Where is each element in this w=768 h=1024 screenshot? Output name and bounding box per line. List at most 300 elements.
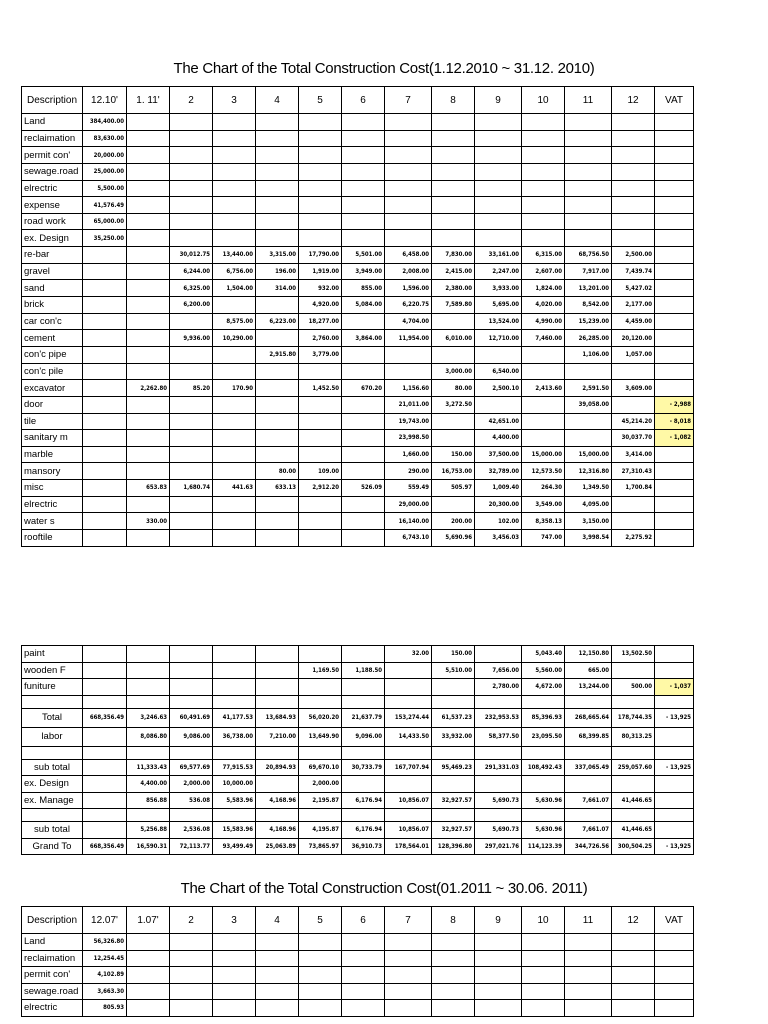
table-row (22, 247, 694, 264)
amount-cell (612, 746, 655, 759)
amount-cell (127, 396, 170, 413)
amount-cell: 12,573.50 (522, 463, 565, 480)
amount-cell (565, 950, 612, 967)
amount-cell (432, 809, 475, 822)
table-row (22, 330, 694, 347)
amount-cell: 3,609.00 (612, 380, 655, 397)
table-row (22, 130, 694, 147)
amount-cell: 291,331.03 (475, 759, 522, 776)
amount-cell (127, 313, 170, 330)
vat-cell (655, 180, 694, 197)
column-header: 11 (565, 907, 612, 934)
amount-cell (612, 950, 655, 967)
vat-cell (655, 480, 694, 497)
amount-cell (475, 776, 522, 793)
amount-cell (565, 363, 612, 380)
amount-cell (522, 776, 565, 793)
amount-cell: 3,864.00 (342, 330, 385, 347)
amount-cell (342, 496, 385, 513)
amount-cell: 384,400.00 (83, 114, 127, 131)
amount-cell (83, 346, 127, 363)
amount-cell (127, 446, 170, 463)
vat-cell (655, 313, 694, 330)
amount-cell: 12,150.80 (565, 646, 612, 663)
amount-cell (342, 513, 385, 530)
amount-cell: 77,915.53 (213, 759, 256, 776)
table-row (22, 809, 694, 822)
amount-cell: 3,549.00 (522, 496, 565, 513)
amount-cell: 4,672.00 (522, 679, 565, 696)
amount-cell (256, 746, 299, 759)
amount-cell: 290.00 (385, 463, 432, 480)
amount-cell (432, 346, 475, 363)
amount-cell (612, 695, 655, 708)
amount-cell: 856.88 (127, 792, 170, 809)
amount-cell (432, 163, 475, 180)
amount-cell (83, 809, 127, 822)
amount-cell (213, 430, 256, 447)
amount-cell: 2,780.00 (475, 679, 522, 696)
amount-cell: 8,086.80 (127, 727, 170, 746)
row-label: mansory (22, 463, 83, 480)
table3-title: The Chart of the Total Construction Cost(01.2011 ~ 30.06. 2011) (180, 880, 588, 897)
amount-cell (127, 114, 170, 131)
amount-cell: 4,400.00 (475, 430, 522, 447)
amount-cell: 6,540.00 (475, 363, 522, 380)
vat-cell (655, 646, 694, 663)
amount-cell: 1,596.00 (385, 280, 432, 297)
amount-cell: 73,865.97 (299, 838, 342, 855)
amount-cell: 259,057.60 (612, 759, 655, 776)
amount-cell (127, 430, 170, 447)
column-header: 12.07' (83, 907, 127, 934)
amount-cell (475, 163, 522, 180)
vat-cell (655, 695, 694, 708)
table-row (22, 163, 694, 180)
amount-cell: 15,000.00 (565, 446, 612, 463)
amount-cell (475, 950, 522, 967)
amount-cell: 4,168.96 (256, 822, 299, 839)
amount-cell: 10,000.00 (213, 776, 256, 793)
amount-cell (170, 983, 213, 1000)
amount-cell: 5,690.73 (475, 822, 522, 839)
row-label: tile (22, 413, 83, 430)
vat-cell (655, 280, 694, 297)
amount-cell: 19,743.00 (385, 413, 432, 430)
amount-cell (256, 446, 299, 463)
amount-cell: 6,244.00 (170, 263, 213, 280)
vat-cell (655, 213, 694, 230)
vat-cell (655, 297, 694, 314)
table-row (22, 822, 694, 839)
amount-cell (299, 197, 342, 214)
amount-cell (170, 746, 213, 759)
amount-cell (565, 934, 612, 951)
amount-cell: 5,501.00 (342, 247, 385, 264)
amount-cell: 2,760.00 (299, 330, 342, 347)
amount-cell (256, 809, 299, 822)
amount-cell (256, 330, 299, 347)
amount-cell (565, 967, 612, 984)
amount-cell: 95,469.23 (432, 759, 475, 776)
amount-cell (127, 967, 170, 984)
amount-cell: 80,313.25 (612, 727, 655, 746)
amount-cell (127, 662, 170, 679)
amount-cell (475, 230, 522, 247)
amount-cell: 4,459.00 (612, 313, 655, 330)
amount-cell (299, 163, 342, 180)
table-row (22, 792, 694, 809)
amount-cell: 330.00 (127, 513, 170, 530)
amount-cell: 9,096.00 (342, 727, 385, 746)
amount-cell: 7,439.74 (612, 263, 655, 280)
vat-cell (655, 934, 694, 951)
vat-cell (655, 463, 694, 480)
amount-cell (256, 413, 299, 430)
amount-cell (127, 280, 170, 297)
amount-cell (342, 646, 385, 663)
amount-cell (83, 380, 127, 397)
amount-cell (256, 363, 299, 380)
amount-cell (299, 496, 342, 513)
amount-cell: 12,316.80 (565, 463, 612, 480)
row-label: sanitary m (22, 430, 83, 447)
amount-cell: 80.00 (256, 463, 299, 480)
amount-cell (385, 746, 432, 759)
vat-cell (655, 822, 694, 839)
amount-cell: 33,161.00 (475, 247, 522, 264)
amount-cell (385, 346, 432, 363)
vat-cell: - 13,925 (655, 838, 694, 855)
amount-cell: 13,244.00 (565, 679, 612, 696)
vat-cell (655, 197, 694, 214)
amount-cell (342, 950, 385, 967)
amount-cell (213, 197, 256, 214)
amount-cell: 128,396.80 (432, 838, 475, 855)
row-label: gravel (22, 263, 83, 280)
vat-cell: - 1,037 (655, 679, 694, 696)
column-header: 4 (256, 907, 299, 934)
amount-cell: 36,910.73 (342, 838, 385, 855)
amount-cell (213, 363, 256, 380)
amount-cell (299, 1000, 342, 1017)
amount-cell (170, 213, 213, 230)
amount-cell (127, 197, 170, 214)
amount-cell (83, 247, 127, 264)
amount-cell (522, 430, 565, 447)
amount-cell: 633.13 (256, 480, 299, 497)
amount-cell: 3,663.30 (83, 983, 127, 1000)
amount-cell (432, 679, 475, 696)
amount-cell: 16,753.00 (432, 463, 475, 480)
amount-cell (299, 130, 342, 147)
amount-cell (213, 530, 256, 547)
amount-cell (522, 363, 565, 380)
amount-cell (256, 950, 299, 967)
amount-cell: 23,095.50 (522, 727, 565, 746)
amount-cell (213, 679, 256, 696)
row-label: cement (22, 330, 83, 347)
vat-cell (655, 363, 694, 380)
amount-cell (385, 967, 432, 984)
amount-cell (475, 967, 522, 984)
amount-cell: 32,927.57 (432, 792, 475, 809)
amount-cell (385, 934, 432, 951)
amount-cell (170, 430, 213, 447)
amount-cell (127, 213, 170, 230)
amount-cell: 6,756.00 (213, 263, 256, 280)
amount-cell: 23,998.50 (385, 430, 432, 447)
amount-cell: 7,830.00 (432, 247, 475, 264)
amount-cell (256, 297, 299, 314)
column-header: 9 (475, 907, 522, 934)
amount-cell (127, 695, 170, 708)
amount-cell: 30,037.70 (612, 430, 655, 447)
amount-cell: 4,095.00 (565, 496, 612, 513)
table-row (22, 983, 694, 1000)
amount-cell: 11,954.00 (385, 330, 432, 347)
amount-cell: 2,500.00 (612, 247, 655, 264)
amount-cell (83, 363, 127, 380)
amount-cell (612, 1000, 655, 1017)
amount-cell (83, 530, 127, 547)
amount-cell (170, 130, 213, 147)
amount-cell: 1,156.60 (385, 380, 432, 397)
amount-cell (299, 446, 342, 463)
amount-cell: 2,500.10 (475, 380, 522, 397)
amount-cell: 8,542.00 (565, 297, 612, 314)
header-row (22, 87, 694, 114)
column-header: 6 (342, 87, 385, 114)
amount-cell: 500.00 (612, 679, 655, 696)
amount-cell (385, 197, 432, 214)
amount-cell: 5,084.00 (342, 297, 385, 314)
amount-cell (342, 983, 385, 1000)
amount-cell (342, 776, 385, 793)
amount-cell: 13,649.90 (299, 727, 342, 746)
amount-cell (213, 446, 256, 463)
table-row (22, 380, 694, 397)
amount-cell (612, 496, 655, 513)
amount-cell: 344,726.56 (565, 838, 612, 855)
amount-cell: 2,275.92 (612, 530, 655, 547)
amount-cell: 170.90 (213, 380, 256, 397)
table-row (22, 708, 694, 727)
table-row (22, 180, 694, 197)
amount-cell: 2,413.60 (522, 380, 565, 397)
amount-cell (342, 809, 385, 822)
amount-cell (213, 646, 256, 663)
column-header: 10 (522, 87, 565, 114)
amount-cell (170, 934, 213, 951)
amount-cell: 9,936.00 (170, 330, 213, 347)
amount-cell (565, 147, 612, 164)
amount-cell: 32,789.00 (475, 463, 522, 480)
amount-cell: 41,177.53 (213, 708, 256, 727)
amount-cell (213, 413, 256, 430)
amount-cell: 6,743.10 (385, 530, 432, 547)
amount-cell (432, 983, 475, 1000)
table-row (22, 297, 694, 314)
amount-cell (342, 346, 385, 363)
row-label: door (22, 396, 83, 413)
amount-cell (170, 446, 213, 463)
vat-cell (655, 792, 694, 809)
table-row (22, 396, 694, 413)
vat-cell (655, 263, 694, 280)
amount-cell: 102.00 (475, 513, 522, 530)
amount-cell (522, 180, 565, 197)
amount-cell (299, 114, 342, 131)
amount-cell (213, 180, 256, 197)
amount-cell (385, 809, 432, 822)
amount-cell: 1,169.50 (299, 662, 342, 679)
amount-cell (127, 163, 170, 180)
amount-cell: 1,660.00 (385, 446, 432, 463)
amount-cell (565, 1000, 612, 1017)
amount-cell (342, 396, 385, 413)
amount-cell (127, 746, 170, 759)
amount-cell (256, 662, 299, 679)
amount-cell: 41,446.65 (612, 792, 655, 809)
amount-cell: 15,583.96 (213, 822, 256, 839)
row-label: con'c pipe (22, 346, 83, 363)
amount-cell: 7,661.07 (565, 792, 612, 809)
amount-cell: 6,315.00 (522, 247, 565, 264)
amount-cell (83, 496, 127, 513)
amount-cell: 441.63 (213, 480, 256, 497)
row-label: ex. Manage (22, 792, 83, 809)
amount-cell: 3,150.00 (565, 513, 612, 530)
amount-cell (256, 646, 299, 663)
amount-cell: 200.00 (432, 513, 475, 530)
amount-cell: 2,195.87 (299, 792, 342, 809)
amount-cell (612, 130, 655, 147)
row-label: sub total (22, 822, 83, 839)
amount-cell (256, 163, 299, 180)
amount-cell: 2,912.20 (299, 480, 342, 497)
table-row (22, 695, 694, 708)
amount-cell (299, 695, 342, 708)
amount-cell: 9,086.00 (170, 727, 213, 746)
column-header: 2 (170, 907, 213, 934)
amount-cell (127, 346, 170, 363)
amount-cell (127, 147, 170, 164)
amount-cell (342, 679, 385, 696)
amount-cell (475, 346, 522, 363)
row-label (22, 695, 83, 708)
amount-cell (127, 180, 170, 197)
amount-cell (522, 163, 565, 180)
amount-cell (256, 180, 299, 197)
amount-cell (127, 130, 170, 147)
amount-cell (612, 983, 655, 1000)
amount-cell (83, 263, 127, 280)
amount-cell (475, 1000, 522, 1017)
column-header: 7 (385, 907, 432, 934)
amount-cell: 6,223.00 (256, 313, 299, 330)
amount-cell (522, 213, 565, 230)
amount-cell (299, 363, 342, 380)
amount-cell: 7,210.00 (256, 727, 299, 746)
vat-cell: - 2,988 (655, 396, 694, 413)
amount-cell (170, 313, 213, 330)
column-header: 6 (342, 907, 385, 934)
amount-cell (170, 180, 213, 197)
amount-cell (475, 983, 522, 1000)
amount-cell: 72,113.77 (170, 838, 213, 855)
amount-cell: 2,262.80 (127, 380, 170, 397)
amount-cell (522, 396, 565, 413)
amount-cell (432, 746, 475, 759)
cost-table-dec2010 (21, 86, 694, 547)
amount-cell: 2,607.00 (522, 263, 565, 280)
amount-cell: 4,704.00 (385, 313, 432, 330)
row-label: wooden F (22, 662, 83, 679)
row-label: expense (22, 197, 83, 214)
amount-cell: 526.09 (342, 480, 385, 497)
amount-cell (612, 163, 655, 180)
amount-cell (522, 114, 565, 131)
amount-cell: 3,949.00 (342, 263, 385, 280)
amount-cell (256, 967, 299, 984)
amount-cell (342, 114, 385, 131)
amount-cell (256, 496, 299, 513)
amount-cell: 297,021.76 (475, 838, 522, 855)
vat-cell (655, 513, 694, 530)
amount-cell (256, 679, 299, 696)
amount-cell (127, 463, 170, 480)
table-row (22, 727, 694, 746)
amount-cell (565, 163, 612, 180)
amount-cell: 16,590.31 (127, 838, 170, 855)
amount-cell (432, 1000, 475, 1017)
table-row (22, 480, 694, 497)
amount-cell: 7,656.00 (475, 662, 522, 679)
amount-cell: 2,591.50 (565, 380, 612, 397)
amount-cell (475, 130, 522, 147)
amount-cell (256, 114, 299, 131)
amount-cell: 6,200.00 (170, 297, 213, 314)
amount-cell (170, 695, 213, 708)
amount-cell (342, 967, 385, 984)
amount-cell: 7,661.07 (565, 822, 612, 839)
amount-cell: 58,377.50 (475, 727, 522, 746)
row-label: rooftile (22, 530, 83, 547)
amount-cell (256, 396, 299, 413)
amount-cell: 232,953.53 (475, 708, 522, 727)
amount-cell: 4,920.00 (299, 297, 342, 314)
amount-cell (213, 809, 256, 822)
vat-cell (655, 776, 694, 793)
amount-cell (342, 530, 385, 547)
amount-cell (432, 213, 475, 230)
amount-cell (127, 1000, 170, 1017)
amount-cell (299, 396, 342, 413)
amount-cell (299, 413, 342, 430)
amount-cell (299, 530, 342, 547)
table-row (22, 679, 694, 696)
column-header: 10 (522, 907, 565, 934)
table-row (22, 463, 694, 480)
amount-cell (213, 513, 256, 530)
amount-cell (256, 380, 299, 397)
table-row (22, 934, 694, 951)
amount-cell (299, 147, 342, 164)
amount-cell (432, 130, 475, 147)
amount-cell (475, 147, 522, 164)
row-label: marble (22, 446, 83, 463)
